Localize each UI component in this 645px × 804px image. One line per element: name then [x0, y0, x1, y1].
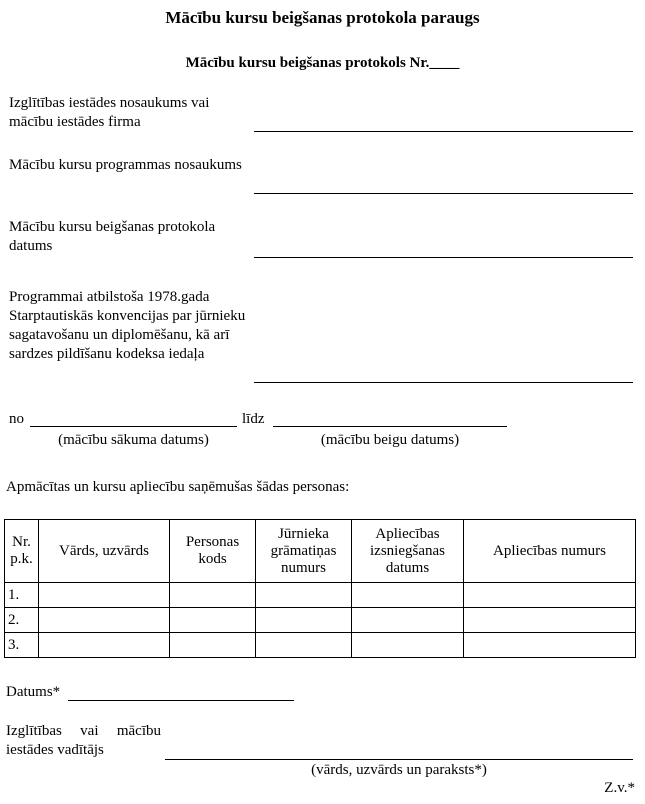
- persons-intro: Apmācītas un kursu apliecību saņēmušas šādas personas:: [6, 479, 350, 495]
- table-header-row: [5, 520, 636, 583]
- head-label: Izglītības vai mācību iestādes vadītājs: [6, 723, 161, 758]
- table-cell[interactable]: [170, 633, 256, 658]
- column-header-personal-code: Personas kods: [170, 520, 256, 583]
- table-cell[interactable]: [39, 583, 170, 608]
- table-cell[interactable]: [256, 608, 352, 633]
- table-cell-nr: 3.: [5, 633, 39, 658]
- column-header-seaman-book: Jūrnieka grāmatiņas numurs: [256, 520, 352, 583]
- field-line-institution[interactable]: [254, 131, 633, 132]
- table-cell[interactable]: [464, 583, 636, 608]
- table-row: [5, 608, 636, 633]
- period-to-line[interactable]: [273, 426, 507, 427]
- field-line-code-section[interactable]: [254, 382, 633, 383]
- period-to-caption: (mācību beigu datums): [320, 432, 460, 448]
- field-label-protocol-date: Mācību kursu beigšanas protokola datums: [9, 219, 216, 254]
- period-from-label: no: [9, 411, 24, 427]
- table-cell[interactable]: [464, 633, 636, 658]
- table-cell[interactable]: [352, 608, 464, 633]
- period-from-caption: (mācību sākuma datums): [58, 432, 209, 448]
- table-cell[interactable]: [170, 608, 256, 633]
- table-cell[interactable]: [464, 608, 636, 633]
- table-cell[interactable]: [170, 583, 256, 608]
- column-header-issue-date: Apliecības izsniegšanas datums: [352, 520, 464, 583]
- field-label-code-section: Programmai atbilstoša 1978.gada Starptautiskās konvencijas par jūrnieku sagatavošanu un diplomēšanu, kā arī sardzes pildīšanu kodeksa iedaļa: [9, 289, 246, 362]
- column-header-name: Vārds, uzvārds: [39, 520, 170, 583]
- field-line-program[interactable]: [254, 193, 633, 194]
- field-line-protocol-date[interactable]: [254, 257, 633, 258]
- period-to-label: līdz: [242, 411, 265, 427]
- table-cell[interactable]: [352, 583, 464, 608]
- stamp-label: Z.v.*: [604, 780, 635, 796]
- date-label: Datums*: [6, 684, 61, 700]
- table-cell[interactable]: [39, 608, 170, 633]
- document-title: Mācību kursu beigšanas protokola paraugs: [165, 8, 480, 27]
- protocol-number-heading: Mācību kursu beigšanas protokols Nr.____: [185, 55, 460, 71]
- table-cell-nr: 2.: [5, 608, 39, 633]
- date-line[interactable]: [68, 700, 294, 701]
- table-cell[interactable]: [352, 633, 464, 658]
- persons-table: [4, 519, 636, 658]
- field-label-program: Mācību kursu programmas nosaukums: [9, 157, 242, 173]
- table-row: [5, 633, 636, 658]
- table-row: [5, 583, 636, 608]
- table-cell[interactable]: [39, 633, 170, 658]
- column-header-certificate-number: Apliecības numurs: [464, 520, 636, 583]
- signature-line[interactable]: [165, 759, 633, 760]
- table-cell[interactable]: [256, 633, 352, 658]
- signature-caption: (vārds, uzvārds un paraksts*): [311, 762, 487, 778]
- period-from-line[interactable]: [30, 426, 237, 427]
- column-header-nr: Nr. p.k.: [5, 520, 39, 583]
- table-cell-nr: 1.: [5, 583, 39, 608]
- field-label-institution: Izglītības iestādes nosaukums vai mācību iestādes firma: [9, 95, 210, 130]
- table-cell[interactable]: [256, 583, 352, 608]
